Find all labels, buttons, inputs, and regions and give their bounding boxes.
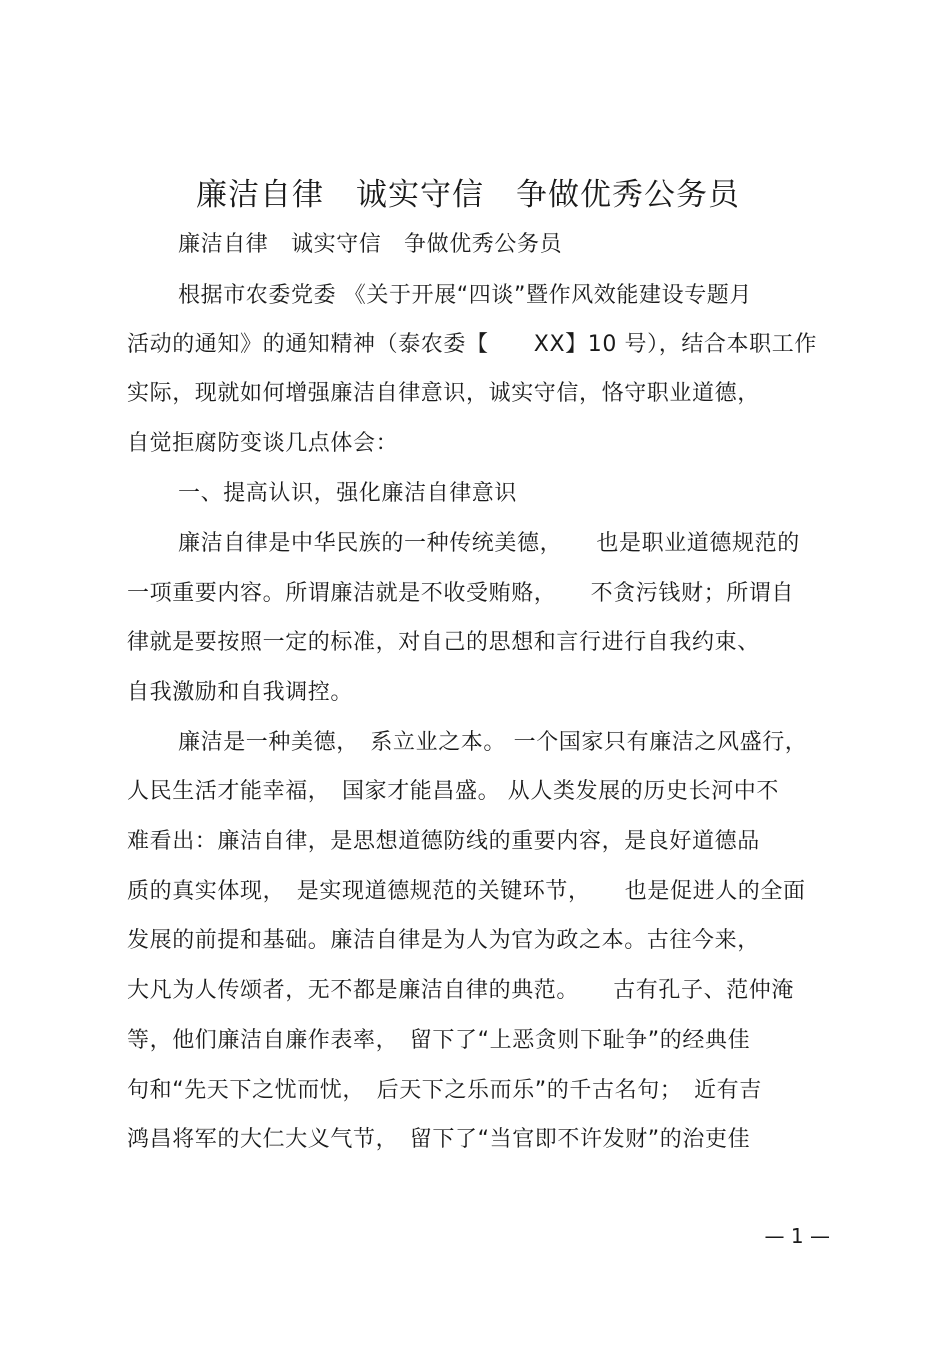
paragraph-line: 发展的前提和基础。廉洁自律是为人为官为政之本。古往今来，: [127, 928, 760, 953]
paragraph-line: 自觉拒腐防变谈几点体会：: [127, 431, 399, 456]
paragraph-line: 廉洁是一种美德， 系立业之本。 一个国家只有廉洁之风盛行，: [178, 730, 808, 755]
paragraph-line: 难看出：廉洁自律，是思想道德防线的重要内容，是良好道德品: [127, 829, 760, 854]
paragraph-line: 大凡为人传颂者，无不都是廉洁自律的典范。 古有孔子、范仲淹: [127, 978, 795, 1003]
document-title: 廉洁自律 诚实守信 争做优秀公务员: [196, 177, 740, 213]
paragraph-line: 句和“先天下之忧而忧， 后天下之乐而乐”的千古名句； 近有吉: [127, 1078, 762, 1103]
section-heading: 一、提高认识，强化廉洁自律意识: [178, 481, 518, 506]
paragraph-line: 鸿昌将军的大仁大义气节， 留下了“当官即不许发财”的治吏佳: [127, 1127, 751, 1152]
paragraph-line: 根据市农委党委 《关于开展“四谈”暨作风效能建设专题月: [178, 283, 752, 308]
paragraph-line: 人民生活才能幸福， 国家才能昌盛。 从人类发展的历史长河中不: [127, 779, 779, 804]
paragraph-line: 实际，现就如何增强廉洁自律意识，诚实守信，恪守职业道德，: [127, 381, 760, 406]
paragraph-line: 廉洁自律是中华民族的一种传统美德， 也是职业道德规范的: [178, 531, 800, 556]
paragraph-line: 质的真实体现， 是实现道德规范的关键环节， 也是促进人的全面: [127, 879, 806, 904]
paragraph-line: 活动的通知》的通知精神（泰农委【 XX】10 号），结合本职工作: [127, 332, 817, 357]
paragraph-line: 自我激励和自我调控。: [127, 680, 354, 705]
paragraph-line: 一项重要内容。所谓廉洁就是不收受贿赂， 不贪污钱财；所谓自: [127, 581, 795, 606]
paragraph-line: 律就是要按照一定的标准，对自己的思想和言行进行自我约束、: [127, 630, 760, 655]
paragraph-line: 等，他们廉洁自廉作表率， 留下了“上恶贪则下耻争”的经典佳: [127, 1028, 751, 1053]
page-number: — 1 —: [764, 1224, 830, 1248]
subtitle-line: 廉洁自律 诚实守信 争做优秀公务员: [178, 232, 563, 257]
